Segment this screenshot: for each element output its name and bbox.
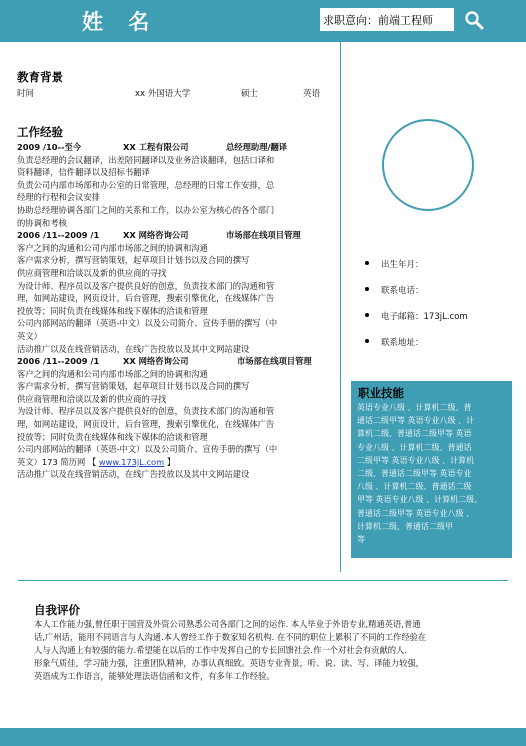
- self-eval-line: 形象气质佳，学习能力强，注重团队精神，办事认真细致。英语专业背景，听、说、读、写、译能力较强，: [34, 658, 424, 668]
- education-school: xx 外国语大学: [135, 89, 191, 99]
- job-line: 资料翻译，信件翻译以及招标书翻译: [17, 167, 150, 178]
- job-position: 市场部在线项目管理: [237, 356, 312, 367]
- job-line: 投放等；同时负责在线媒体和线下媒体的洽谈和管理: [17, 431, 208, 442]
- education-degree: 硕士: [241, 89, 259, 99]
- work-experience: [17, 141, 327, 481]
- skills-line: 计算机二级、普通话二级甲: [357, 521, 453, 531]
- skills-line: 等: [357, 535, 365, 545]
- bullet-icon: [365, 287, 369, 291]
- job-intent-text: 求职意向：前端工程师: [323, 14, 433, 27]
- self-eval-line: 本人工作能力强,曾任职于国营及外资公司熟悉公司各部门之间的运作. 本人毕业于外语专业,精通英语,普通: [34, 619, 421, 629]
- education-title: 教育背景: [17, 70, 63, 84]
- job-line: 理，如网站建设，网页设计，后台管理，搜索引擎优化，在线媒体广告: [17, 419, 275, 430]
- job-header: [17, 229, 327, 242]
- bullet-icon: [365, 339, 369, 343]
- job-line: 投放等；同时负责在线媒体和线下媒体的洽谈和管理: [17, 305, 208, 316]
- skills-text: [357, 401, 509, 546]
- skills-line: 二级、普通话二级甲等 英语专业: [357, 469, 472, 479]
- job-position: 总经理助理/翻译: [226, 142, 288, 152]
- skills-line: 普通话二级甲等 英语专业八级 、: [357, 508, 475, 518]
- job-period: 2006 /11--2009 /1: [17, 230, 100, 241]
- job-period: 2009 /10--至今: [17, 142, 82, 152]
- job-line: 客户需求分析，撰写营销策划，起草项目计划书以及合同的撰写: [17, 255, 250, 266]
- job-line: 供应商管理和洽谈以及新的供应商的寻找: [17, 393, 167, 404]
- contact-address-label: 联系地址：: [381, 338, 424, 348]
- link-suffix: 】: [166, 456, 176, 467]
- skills-line: 八级 、计算机二级、普通话二级: [357, 482, 472, 492]
- contact-email-label: 电子邮箱：173jL.com: [381, 312, 468, 322]
- job-header: [17, 141, 327, 154]
- self-eval-line: 话,广州话，能用不同语言与人沟通.本人曾经工作于数家知名机构. 在不同的职位上累积了不同的工作经验在: [34, 632, 427, 642]
- self-eval-line: 英语成为工作语言，能够处理法语信函和文件，有多年工作经验。: [34, 671, 275, 681]
- job-line: 客户需求分析，撰写营销策划，起草项目计划书以及合同的撰写: [17, 381, 250, 392]
- avatar-placeholder: [382, 119, 474, 211]
- education-major: 英语: [303, 89, 321, 99]
- job-intent-field[interactable]: [320, 8, 454, 31]
- job-line: 客户之间的沟通和公司内部市场部之间的协调和沟通: [17, 368, 208, 379]
- job-company: XX 工程有限公司: [123, 142, 189, 152]
- footer-bar: [0, 728, 526, 746]
- education-time: 时间: [17, 89, 35, 99]
- skills-line: 二级甲等 英语专业八级 、计算机: [357, 455, 475, 465]
- website-link[interactable]: www.173jL.com: [98, 456, 165, 467]
- job-company: XX 网络咨询公司: [123, 230, 189, 241]
- self-eval-line: 人与人沟通上有较强的能力.希望能在以后的工作中发挥自己的专长回馈社会.作一个对社会有贡献的人.: [34, 645, 407, 655]
- job-line: 理，如网站建设，网页设计，后台管理，搜索引擎优化，在线媒体广告: [17, 293, 275, 304]
- job-line: 客户之间的沟通和公司内部市场部之间的协调和沟通: [17, 242, 208, 253]
- link-prefix: 英文）173 简历网 【: [17, 456, 97, 467]
- bullet-icon: [365, 261, 369, 265]
- job-company: XX 网络咨询公司: [123, 356, 189, 367]
- skills-line: 通话二级甲等 英语专业八级 、计: [357, 416, 475, 426]
- job-line: 活动推广以及在线营销活动，在线广告投放以及其中文网站建设: [17, 343, 250, 354]
- job-line: 经理的行程和会议安排: [17, 192, 100, 203]
- header-bar: [0, 0, 526, 42]
- job-line: 公司内部网站的翻译（英语-中文）以及公司简介、宣传手册的撰写（中: [17, 318, 278, 329]
- skills-line: 算机二级、普通话二级甲等 英语: [357, 429, 472, 439]
- job-line: 英文）: [17, 330, 42, 341]
- skills-line: 甲等 英语专业八级 、计算机二级、: [357, 495, 483, 505]
- column-divider: [340, 42, 341, 572]
- section-divider: [18, 580, 508, 581]
- work-title: 工作经验: [17, 125, 63, 139]
- job-position: 市场部在线项目管理: [226, 230, 301, 241]
- job-line: 协助总经理协调各部门之间的关系和工作，以办公室为核心的各个部门: [17, 204, 275, 215]
- job-line: 公司内部网站的翻译（英语-中文）以及公司简介、宣传手册的撰写（中: [17, 444, 278, 455]
- candidate-name: 姓 名: [82, 10, 159, 34]
- job-line: 负责公司内部市场部和办公室的日常管理，总经理的日常工作安排，总: [17, 179, 275, 190]
- contact-phone-label: 联系电话：: [381, 286, 424, 296]
- self-eval-title: 自我评价: [34, 603, 80, 617]
- job-line-with-link: [17, 456, 327, 469]
- skills-title: 职业技能: [358, 386, 404, 400]
- job-line: 负责总经理的会议翻译，出差陪同翻译以及业务洽谈翻译，包括口译和: [17, 154, 275, 165]
- job-line: 的协调和考核: [17, 217, 67, 228]
- job-line: 为设计师、程序员以及客户提供良好的创意，负责技术部门的沟通和管: [17, 280, 275, 291]
- job-period: 2006 /11--2009 /1: [17, 356, 100, 367]
- skills-box: [351, 381, 512, 558]
- search-icon[interactable]: [464, 10, 484, 30]
- contact-birth-label: 出生年月：: [381, 260, 424, 270]
- bullet-icon: [365, 313, 369, 317]
- job-line: 为设计师、程序员以及客户提供良好的创意，负责技术部门的沟通和管: [17, 406, 275, 417]
- skills-line: 专业八级 、计算机二级、普通话: [357, 442, 472, 452]
- job-header: [17, 355, 327, 368]
- job-line: 活动推广以及在线营销活动，在线广告投放以及其中文网站建设: [17, 469, 250, 480]
- job-line: 供应商管理和洽谈以及新的供应商的寻找: [17, 267, 167, 278]
- skills-line: 英语专业八级 、计算机二级、普: [357, 403, 472, 412]
- self-eval-text: [34, 618, 500, 683]
